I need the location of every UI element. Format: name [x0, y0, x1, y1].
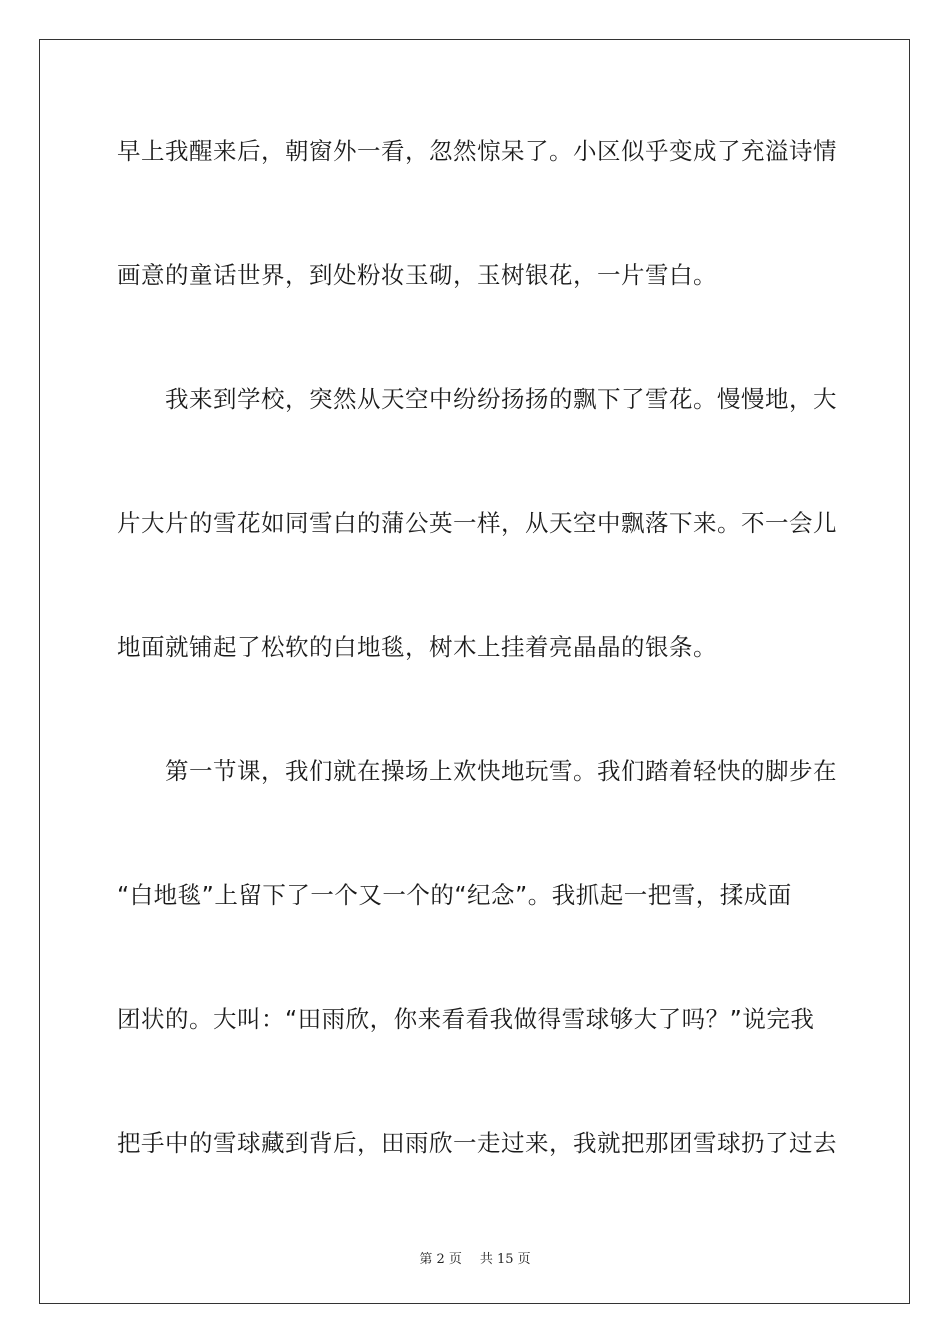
paragraph-line: “白地毯”上留下了一个又一个的“纪念”。我抓起一把雪，揉成面: [117, 881, 792, 909]
paragraph-line: 画意的童话世界，到处粉妆玉砌，玉树银花，一片雪白。: [117, 261, 717, 289]
paragraph-line: 早上我醒来后，朝窗外一看，忽然惊呆了。小区似乎变成了充溢诗情: [117, 137, 837, 165]
total-pages: 共 15 页: [479, 1252, 531, 1267]
paragraph-line: 地面就铺起了松软的白地毯，树木上挂着亮晶晶的银条。: [117, 633, 717, 661]
paragraph-line: 片大片的雪花如同雪白的蒲公英一样，从天空中飘落下来。不一会儿: [117, 509, 837, 537]
paragraph-line: 团状的。大叫：“田雨欣，你来看看我做得雪球够大了吗？”说完我: [117, 1005, 815, 1033]
paragraph-line: 把手中的雪球藏到背后，田雨欣一走过来，我就把那团雪球扔了过去: [117, 1129, 837, 1157]
page-border: [39, 39, 910, 1304]
page-footer: [0, 1248, 950, 1267]
page-number: 第 2 页: [419, 1252, 462, 1267]
paragraph-line: 第一节课，我们就在操场上欢快地玩雪。我们踏着轻快的脚步在: [165, 757, 837, 785]
paragraph-line: 我来到学校，突然从天空中纷纷扬扬的飘下了雪花。慢慢地，大: [165, 385, 837, 413]
